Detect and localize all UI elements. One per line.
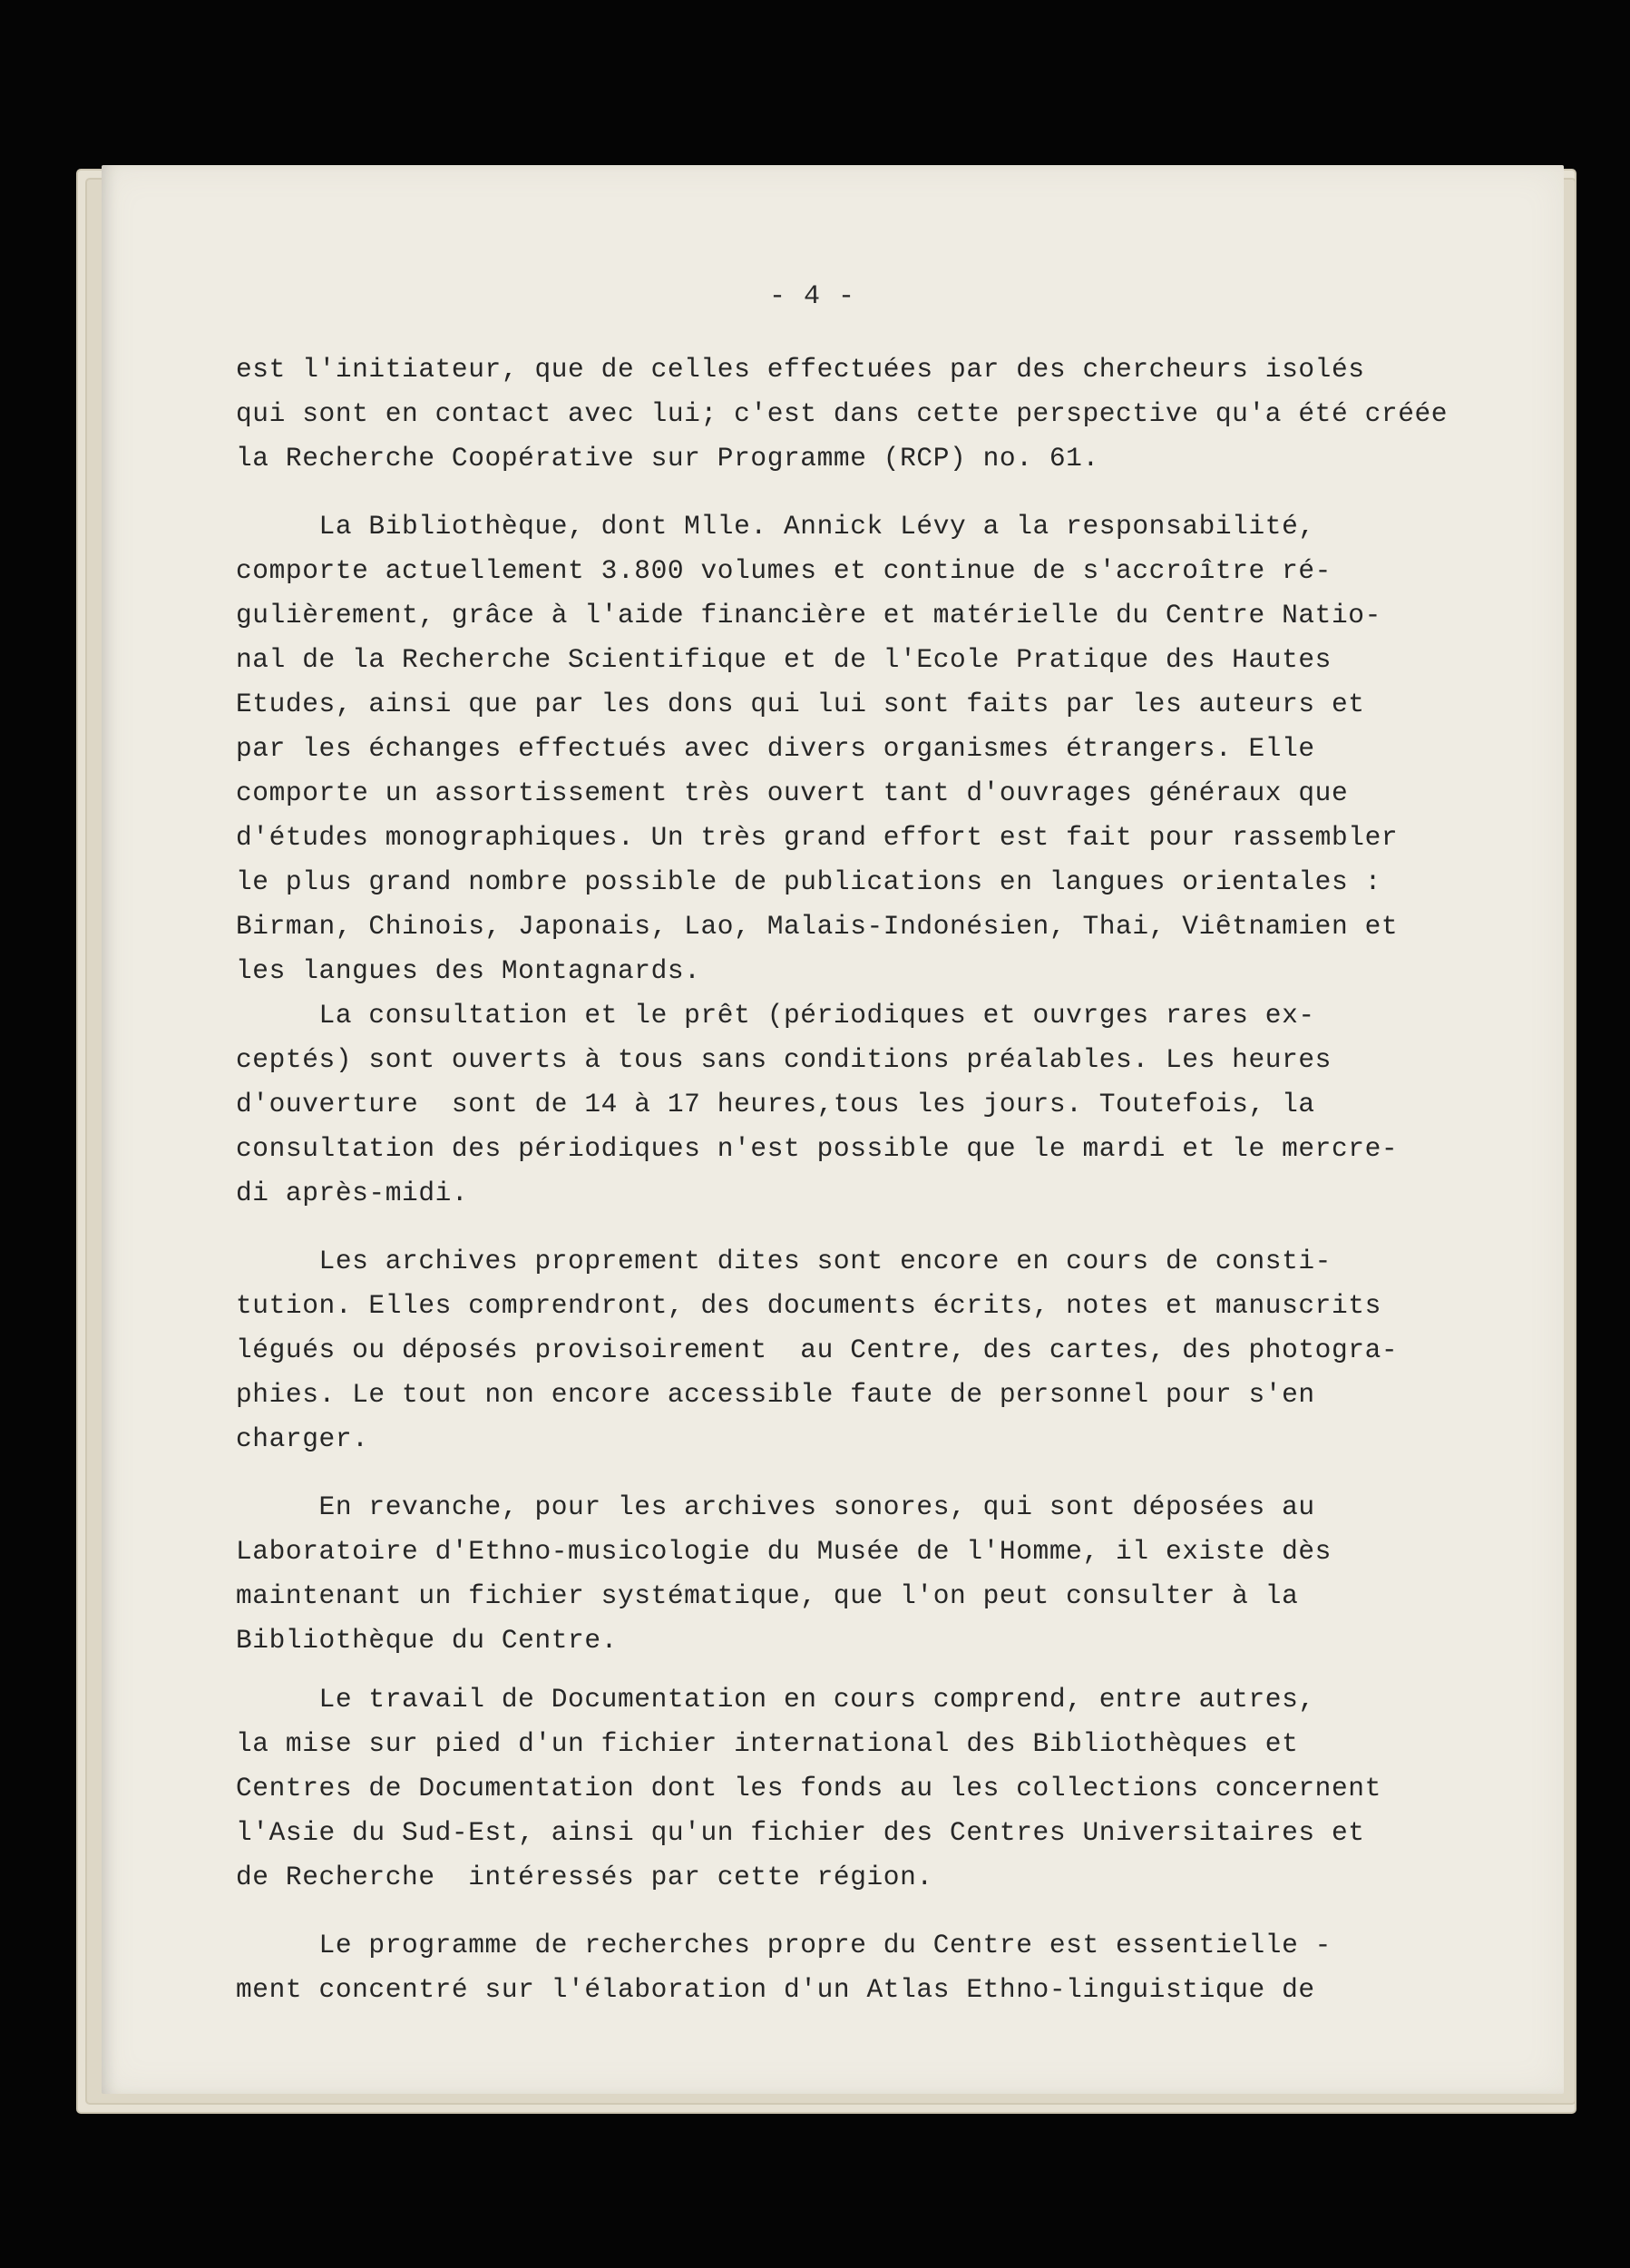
page-number: - 4 - bbox=[769, 281, 856, 312]
text-line: l'Asie du Sud-Est, ainsi qu'un fichier des Centres Universitaires et bbox=[236, 1817, 1365, 1848]
text-line: la Recherche Coopérative sur Programme (RCP) no. 61. bbox=[236, 443, 1099, 474]
text-line: légués ou déposés provisoirement au Centre, des cartes, des photogra- bbox=[236, 1334, 1399, 1365]
text-line: la mise sur pied d'un fichier international des Bibliothèques et bbox=[236, 1728, 1299, 1759]
text-line: de Recherche intéressés par cette région. bbox=[236, 1862, 933, 1892]
text-line: Les archives proprement dites sont encore en cours de consti- bbox=[236, 1246, 1332, 1276]
text-line: Centres de Documentation dont les fonds au les collections concernent bbox=[236, 1773, 1381, 1804]
text-line: Laboratoire d'Ethno-musicologie du Musée de l'Homme, il existe dès bbox=[236, 1536, 1332, 1567]
text-line: tution. Elles comprendront, des documents écrits, notes et manuscrits bbox=[236, 1290, 1381, 1321]
text-line: consultation des périodiques n'est possible que le mardi et le mercre- bbox=[236, 1133, 1399, 1164]
paragraph bbox=[236, 504, 1542, 993]
text-line: La Bibliothèque, dont Mlle. Annick Lévy a la responsabilité, bbox=[236, 511, 1315, 542]
text-line: est l'initiateur, que de celles effectuées par des chercheurs isolés bbox=[236, 354, 1365, 385]
paragraph bbox=[236, 1923, 1542, 2012]
text-line: maintenant un fichier systématique, que l'on peut consulter à la bbox=[236, 1580, 1299, 1611]
text-line: le plus grand nombre possible de publications en langues orientales : bbox=[236, 866, 1381, 897]
text-line: La consultation et le prêt (périodiques et ouvrges rares ex- bbox=[236, 1000, 1315, 1031]
paragraph bbox=[236, 1677, 1542, 1900]
paragraph bbox=[236, 347, 1542, 481]
text-line: par les échanges effectués avec divers organismes étrangers. Elle bbox=[236, 733, 1315, 764]
paragraph bbox=[236, 1239, 1542, 1461]
text-line: d'études monographiques. Un très grand effort est fait pour rassembler bbox=[236, 822, 1399, 853]
body-text bbox=[236, 347, 1542, 2012]
text-line: comporte un assortissement très ouvert tant d'ouvrages généraux que bbox=[236, 777, 1349, 808]
text-line: nal de la Recherche Scientifique et de l'Ecole Pratique des Hautes bbox=[236, 644, 1332, 675]
text-line: les langues des Montagnards. bbox=[236, 955, 701, 986]
text-line: Le programme de recherches propre du Centre est essentielle - bbox=[236, 1930, 1332, 1960]
text-line: Birman, Chinois, Japonais, Lao, Malais-Indonésien, Thai, Viêtnamien et bbox=[236, 911, 1399, 942]
paragraph bbox=[236, 993, 1542, 1216]
text-line: d'ouverture sont de 14 à 17 heures,tous les jours. Toutefois, la bbox=[236, 1089, 1315, 1119]
text-line: charger. bbox=[236, 1423, 369, 1454]
paragraph bbox=[236, 1485, 1542, 1663]
text-line: phies. Le tout non encore accessible faute de personnel pour s'en bbox=[236, 1379, 1315, 1410]
text-line: Le travail de Documentation en cours comprend, entre autres, bbox=[236, 1684, 1315, 1715]
text-line: Etudes, ainsi que par les dons qui lui sont faits par les auteurs et bbox=[236, 689, 1365, 719]
text-line: En revanche, pour les archives sonores, qui sont déposées au bbox=[236, 1491, 1315, 1522]
text-line: comporte actuellement 3.800 volumes et continue de s'accroître ré- bbox=[236, 555, 1332, 586]
text-line: qui sont en contact avec lui; c'est dans cette perspective qu'a été créée bbox=[236, 398, 1449, 429]
text-line: Bibliothèque du Centre. bbox=[236, 1625, 618, 1656]
text-line: ceptés) sont ouverts à tous sans conditions préalables. Les heures bbox=[236, 1044, 1332, 1075]
text-line: gulièrement, grâce à l'aide financière et matérielle du Centre Natio- bbox=[236, 600, 1381, 631]
text-line: ment concentré sur l'élaboration d'un Atlas Ethno-linguistique de bbox=[236, 1974, 1315, 2005]
text-line: di après-midi. bbox=[236, 1178, 469, 1208]
